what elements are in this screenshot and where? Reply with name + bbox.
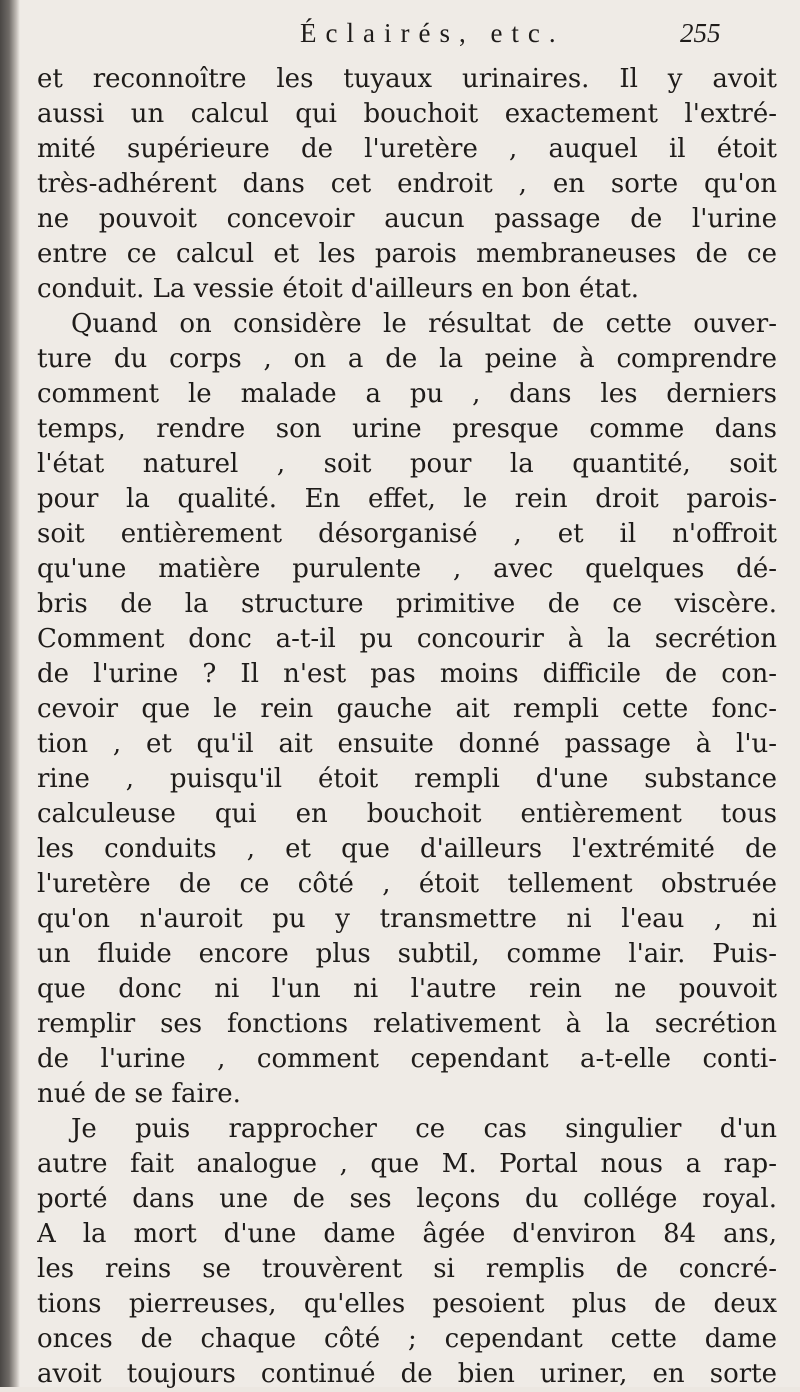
text-line: pour la qualité. En effet, le rein droit parois- (37, 484, 777, 514)
text-line: mité supérieure de l'uretère , auquel il étoit (37, 134, 777, 164)
text-line: tions pierreuses, qu'elles pesoient plus de deux (37, 1289, 777, 1319)
text-line: temps, rendre son urine presque comme dans (37, 414, 777, 444)
paragraph-start-line: Quand on considère le résultat de cette ouver- (71, 309, 777, 339)
text-line: très-adhérent dans cet endroit , en sorte qu'on (37, 169, 777, 199)
text-line: Comment donc a-t-il pu concourir à la secrétion (37, 624, 777, 654)
text-line: les reins se trouvèrent si remplis de concré- (37, 1254, 777, 1284)
page-number: 255 (680, 18, 721, 48)
text-line: un fluide encore plus subtil, comme l'air. Puis- (37, 939, 777, 969)
text-line: l'uretère de ce côté , étoit tellement obstruée (37, 869, 777, 899)
text-line: que donc ni l'un ni l'autre rein ne pouvoit (37, 974, 777, 1004)
text-line: rine , puisqu'il étoit rempli d'une substance (37, 764, 777, 794)
running-head (0, 18, 800, 58)
text-line: porté dans une de ses leçons du collége royal. (37, 1184, 777, 1214)
text-line: bris de la structure primitive de ce viscère. (37, 589, 777, 619)
text-line: nué de se faire. (37, 1079, 241, 1109)
body-text (37, 62, 777, 1392)
text-line: avoit toujours continué de bien uriner, en sorte (37, 1359, 777, 1389)
text-line: l'état naturel , soit pour la quantité, soit (37, 449, 777, 479)
text-line: de l'urine , comment cependant a-t-elle conti- (37, 1044, 777, 1074)
text-line: ne pouvoit concevoir aucun passage de l'urine (37, 204, 777, 234)
text-line: qu'on n'auroit pu y transmettre ni l'eau , ni (37, 904, 777, 934)
text-line: comment le malade a pu , dans les derniers (37, 379, 777, 409)
paragraph-start-line: Je puis rapprocher ce cas singulier d'un (71, 1114, 777, 1144)
text-line: entre ce calcul et les parois membraneuses de ce (37, 239, 777, 269)
text-line: soit entièrement désorganisé , et il n'offroit (37, 519, 777, 549)
text-line: calculeuse qui en bouchoit entièrement tous (37, 799, 777, 829)
text-line: cevoir que le rein gauche ait rempli cette fonc- (37, 694, 777, 724)
text-line: qu'une matière purulente , avec quelques dé- (37, 554, 777, 584)
text-line: et reconnoître les tuyaux urinaires. Il y avoit (37, 64, 777, 94)
text-line: aussi un calcul qui bouchoit exactement l'extré- (37, 99, 777, 129)
text-line: tion , et qu'il ait ensuite donné passage à l'u- (37, 729, 777, 759)
text-line: autre fait analogue , que M. Portal nous a rap- (37, 1149, 777, 1179)
text-line: ture du corps , on a de la peine à comprendre (37, 344, 777, 374)
running-head-title: Éclairés, etc. (300, 18, 565, 48)
text-line: remplir ses fonctions relativement à la secrétion (37, 1009, 777, 1039)
text-line: onces de chaque côté ; cependant cette dame (37, 1324, 777, 1354)
text-line: les conduits , et que d'ailleurs l'extrémité de (37, 834, 777, 864)
text-line: A la mort d'une dame âgée d'environ 84 ans, (37, 1219, 777, 1249)
binding-edge (0, 0, 20, 1387)
text-line: de l'urine ? Il n'est pas moins difficile de con- (37, 659, 777, 689)
text-line: conduit. La vessie étoit d'ailleurs en bon état. (37, 274, 640, 304)
